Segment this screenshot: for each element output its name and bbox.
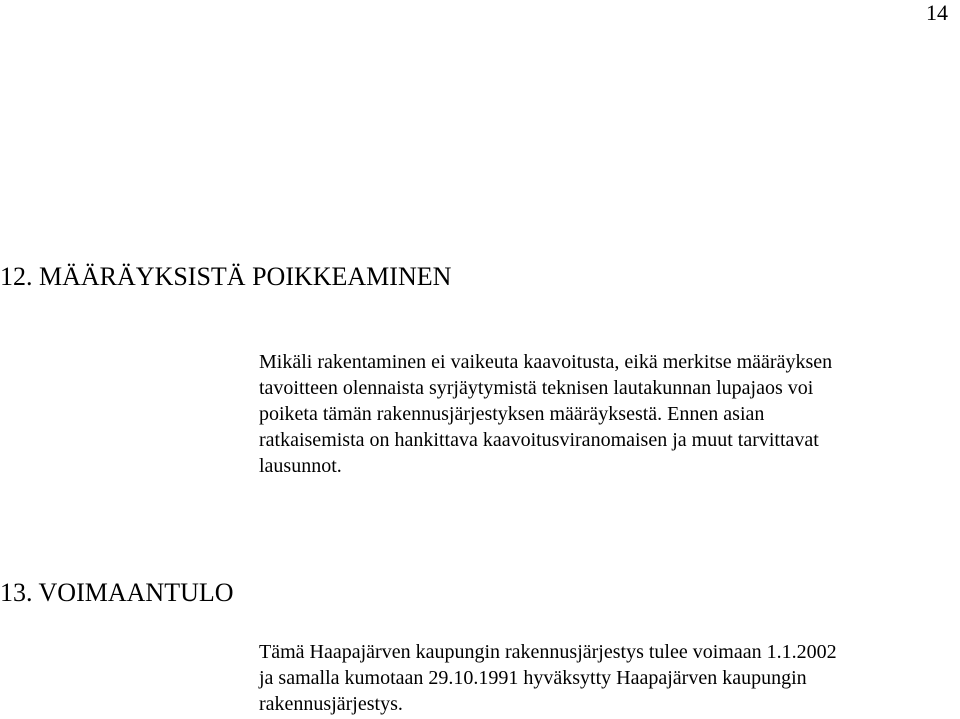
paragraph-line: rakennusjärjestys. bbox=[259, 693, 403, 715]
paragraph-line: tavoitteen olennaista syrjäytymistä teknisen lautakunnan lupajaos voi bbox=[259, 377, 814, 399]
paragraph-line: poiketa tämän rakennusjärjestyksen määräyksestä. Ennen asian bbox=[259, 403, 765, 425]
paragraph-line: Tämä Haapajärven kaupungin rakennusjärjestys tulee voimaan 1.1.2002 bbox=[259, 641, 837, 663]
section-12-paragraph bbox=[259, 349, 832, 479]
paragraph-line: lausunnot. bbox=[259, 455, 342, 477]
paragraph-line: ja samalla kumotaan 29.10.1991 hyväksytty Haapajärven kaupungin bbox=[259, 667, 807, 689]
page-number: 14 bbox=[926, 0, 948, 25]
section-heading-13: 13. VOIMAANTULO bbox=[0, 578, 234, 607]
section-13-paragraph bbox=[259, 639, 837, 717]
section-heading-12: 12. MÄÄRÄYKSISTÄ POIKKEAMINEN bbox=[0, 262, 452, 291]
paragraph-line: ratkaisemista on hankittava kaavoitusviranomaisen ja muut tarvittavat bbox=[259, 429, 819, 451]
paragraph-line: Mikäli rakentaminen ei vaikeuta kaavoitusta, eikä merkitse määräyksen bbox=[259, 351, 833, 373]
